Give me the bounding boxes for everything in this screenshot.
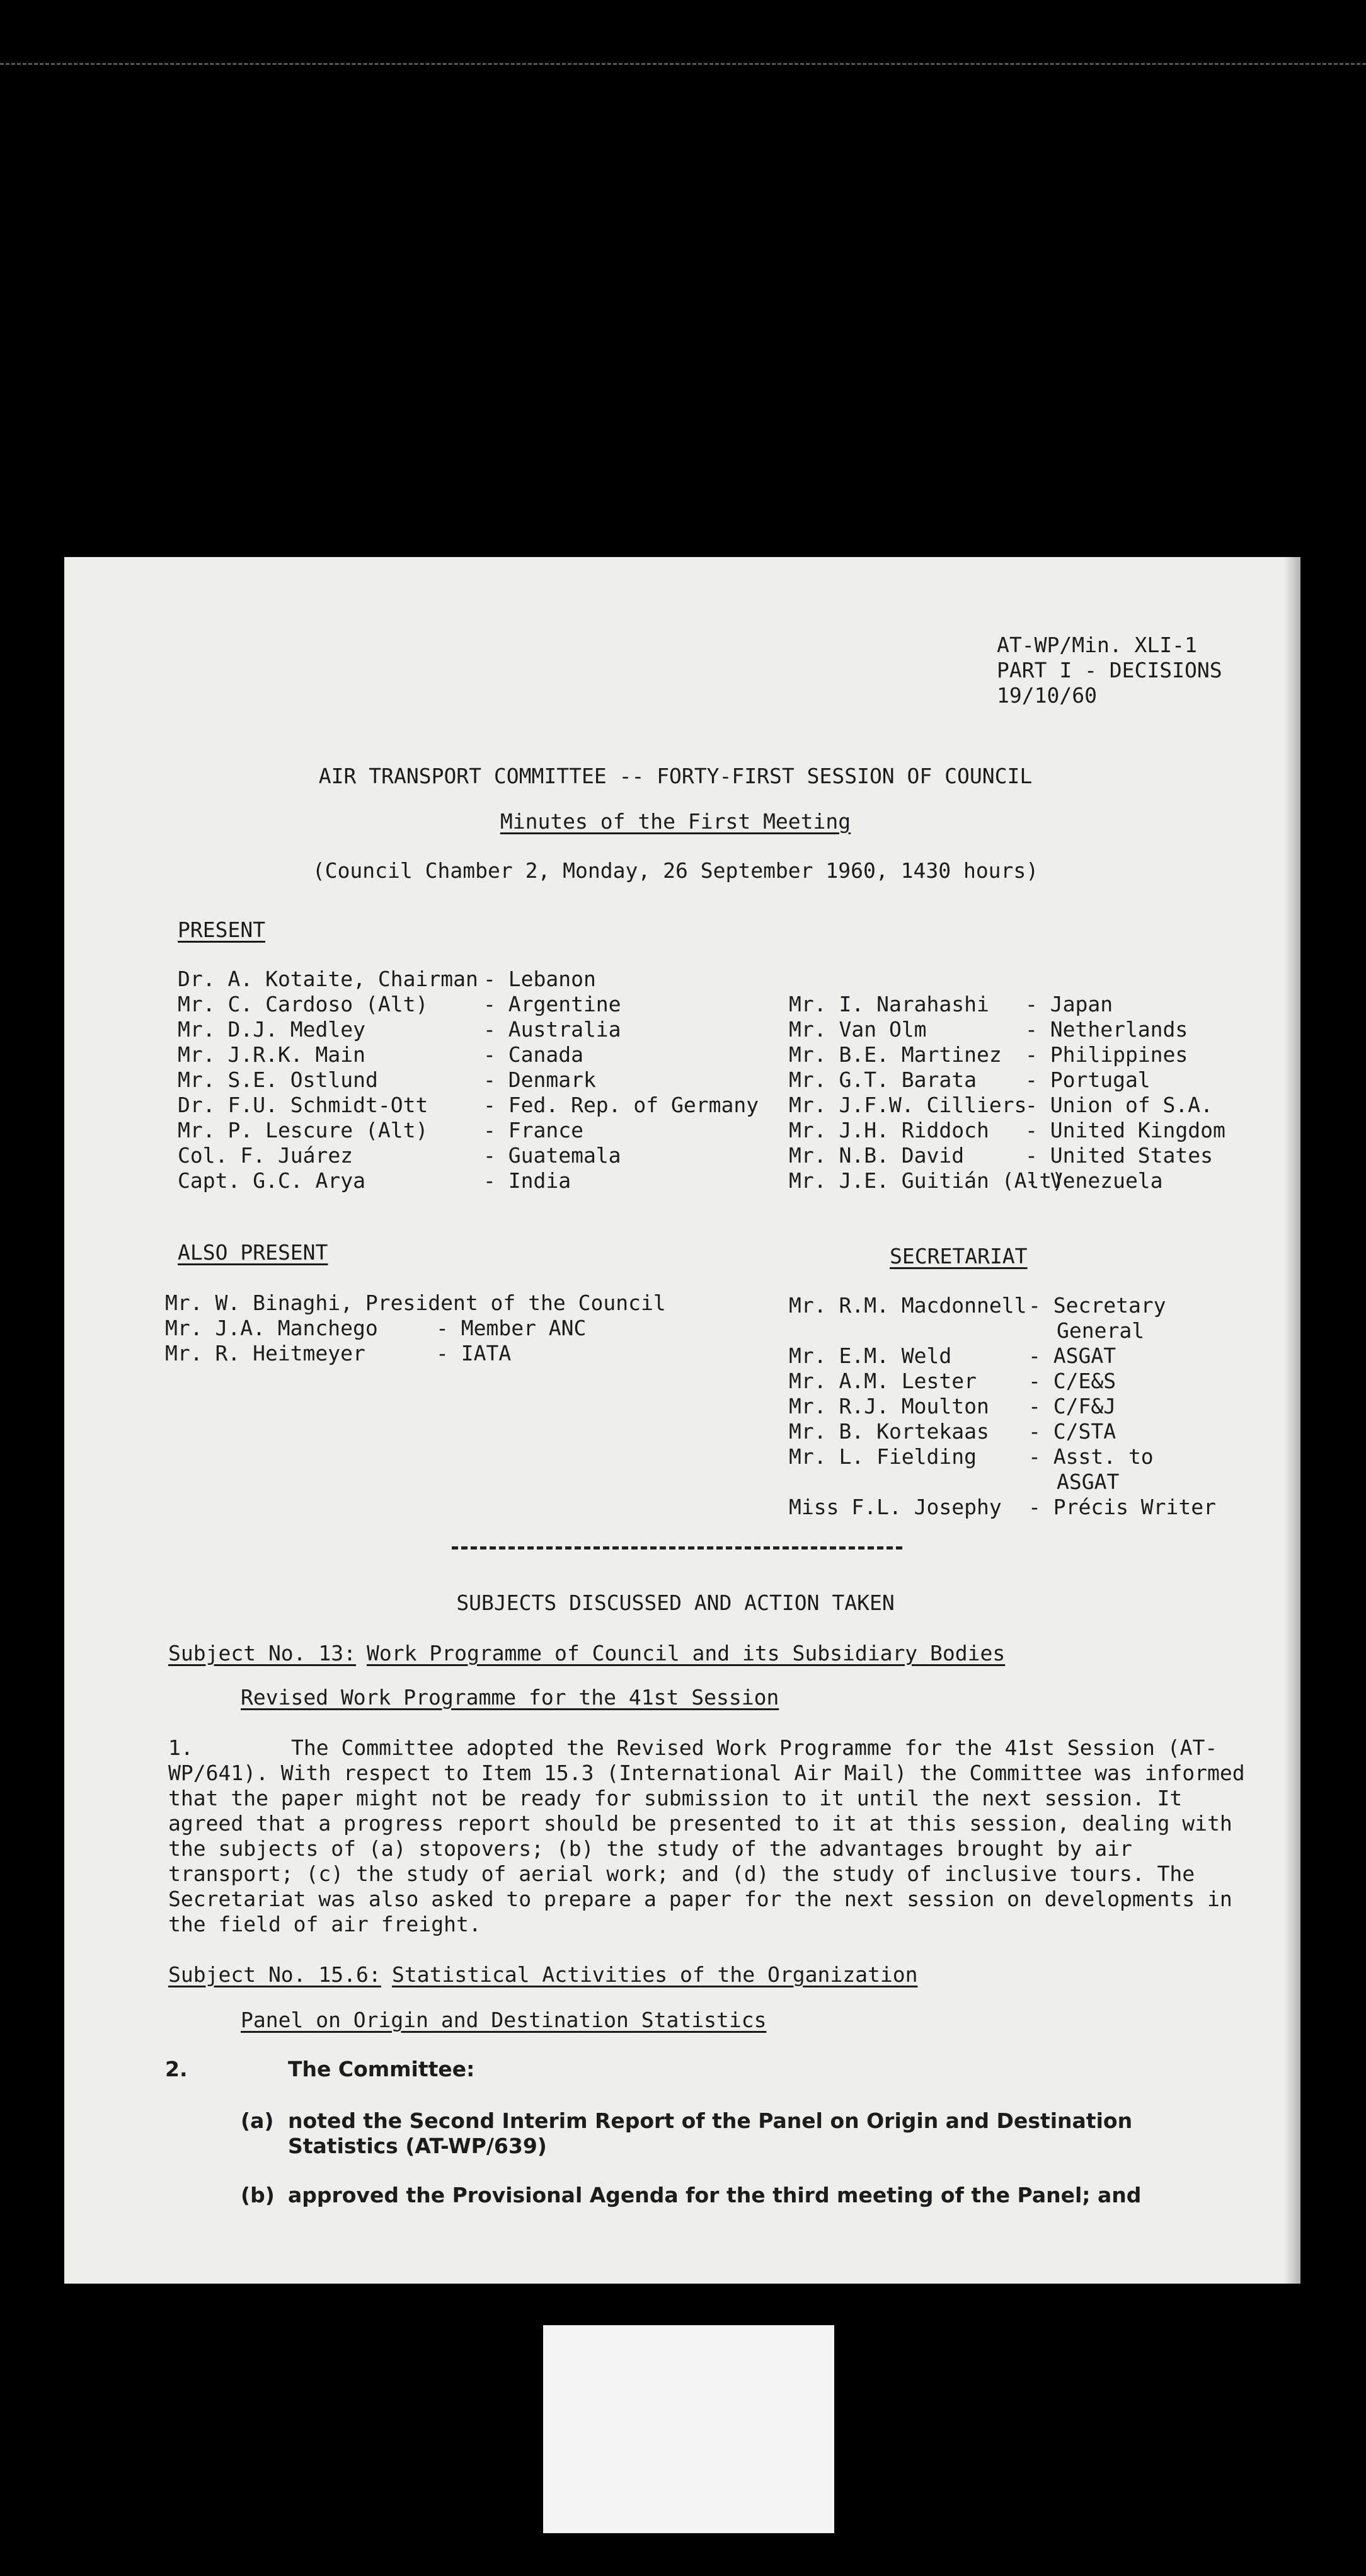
attendee-name: Mr. Van Olm [789, 1017, 927, 1042]
attendee-name: Mr. J.R.K. Main [178, 1042, 366, 1067]
subject-13-subheading: Revised Work Programme for the 41st Session [241, 1685, 779, 1710]
attendee-name: Mr. C. Cardoso (Alt) [178, 992, 428, 1016]
attendee-country: - Union of S.A. [1025, 1093, 1214, 1117]
attendee-country: - Lebanon [483, 967, 596, 991]
attendee-country: - Canada [483, 1042, 583, 1067]
paragraph-1-text: The Committee adopted the Revised Work Programme for the 41st Session (AT-WP/641). With respect to Item 15.3 (International Air Mail) the Committee was informed that the paper might not be ready for submission to it until the next session. It agreed that a progress report should be presented to it at this session, dealing with the subjects of (a) stopovers; (b) the study of the advantages brought by air transport; (c) the study of aerial work; and (d) the study of inclusive tours. The Secretariat was also asked to prepare a paper for the next session on developments in the field of air freight. [168, 1735, 1245, 1936]
attendee-name: Mr. R. Heitmeyer [165, 1341, 365, 1366]
secretariat-role: - C/STA [1028, 1419, 1116, 1444]
secretariat-name: Mr. E.M. Weld [789, 1343, 952, 1368]
subject-15-6-title: Statistical Activities of the Organization [392, 1962, 918, 1987]
secretariat-role: - C/E&S [1028, 1369, 1116, 1393]
secretariat-role-cont: ASGAT [1057, 1469, 1120, 1494]
subject-13-title: Work Programme of Council and its Subsidiary Bodies [367, 1641, 1006, 1665]
attendee-name: Mr. J.H. Riddoch [789, 1118, 989, 1142]
secretariat-label: SECRETARIAT [890, 1244, 1028, 1268]
attendee-name: Mr. G.T. Barata [789, 1067, 977, 1092]
item-a-text: noted the Second Interim Report of the Panel on Origin and Destination Statistics (AT-WP/639) [288, 2108, 1133, 2158]
attendee-country: - Portugal [1025, 1067, 1151, 1092]
top-divider-line [0, 63, 1366, 65]
blank-card [543, 2325, 834, 2533]
secretariat-role: - Asst. to [1028, 1444, 1154, 1469]
ref-line-2: PART I - DECISIONS [997, 658, 1222, 682]
subject-15-6-label: Subject No. 15.6: [168, 1962, 381, 1987]
attendee-name: Col. F. Juárez [178, 1143, 353, 1168]
attendee-country: - Philippines [1025, 1042, 1188, 1067]
attendee-role: - Member ANC [436, 1316, 587, 1340]
paragraph-2-lead: The Committee: [288, 2057, 475, 2081]
subject-13-label: Subject No. 13: [168, 1641, 357, 1665]
secretariat-role: - C/F&J [1028, 1394, 1116, 1418]
document-subtitle: Minutes of the First Meeting [500, 809, 851, 834]
secretariat-name: Mr. A.M. Lester [789, 1369, 977, 1393]
secretariat-role: - ASGAT [1028, 1343, 1116, 1368]
ref-line-3: 19/10/60 [997, 683, 1097, 708]
present-label: PRESENT [178, 917, 266, 942]
attendee-country: - Australia [483, 1017, 621, 1042]
meeting-place: (Council Chamber 2, Monday, 26 September 1960, 1430 hours) [312, 858, 1039, 883]
attendee-name: Mr. B.E. Martinez [789, 1042, 1002, 1067]
attendee-country: - Argentine [483, 992, 621, 1016]
attendee-country: - Netherlands [1025, 1017, 1188, 1042]
attendee-name: Mr. D.J. Medley [178, 1017, 366, 1042]
attendee-name: Dr. F.U. Schmidt-Ott [178, 1093, 428, 1117]
attendee-name: Capt. G.C. Arya [178, 1168, 366, 1193]
attendee-name: Mr. P. Lescure (Alt) [178, 1118, 428, 1142]
attendee-country: - Japan [1025, 992, 1113, 1016]
attendee-country: - India [483, 1168, 571, 1193]
attendee-name: Mr. N.B. David [789, 1143, 965, 1168]
ref-line-1: AT-WP/Min. XLI-1 [997, 633, 1197, 657]
item-b-text: approved the Provisional Agenda for the third meeting of the Panel; and [288, 2183, 1142, 2207]
paragraph-2-number: 2. [165, 2057, 188, 2081]
attendee-country: - Denmark [483, 1067, 596, 1092]
secretariat-name: Mr. B. Kortekaas [789, 1419, 989, 1444]
item-b-marker: (b) [241, 2183, 275, 2207]
subject-15-6-subheading: Panel on Origin and Destination Statistics [241, 2008, 767, 2032]
attendee-role: - IATA [436, 1341, 512, 1366]
secretariat-name: Mr. L. Fielding [789, 1444, 977, 1469]
attendee-country: - Venezuela [1025, 1168, 1163, 1193]
attendee-name: Mr. J.A. Manchego [165, 1316, 378, 1340]
subjects-heading: SUBJECTS DISCUSSED AND ACTION TAKEN [456, 1590, 895, 1615]
attendee-country: - Fed. Rep. of Germany [483, 1093, 759, 1117]
secretariat-name: Miss F.L. Josephy [789, 1495, 1002, 1519]
secretariat-role: - Précis Writer [1028, 1495, 1217, 1519]
also-present-label: ALSO PRESENT [178, 1240, 328, 1265]
attendee-name: Dr. A. Kotaite, Chairman [178, 967, 478, 991]
document-page [64, 557, 1300, 2284]
secretariat-role: - Secretary [1028, 1293, 1166, 1318]
attendee-name: Mr. I. Narahashi [789, 992, 989, 1016]
secretariat-name: Mr. R.J. Moulton [789, 1394, 989, 1418]
paragraph-1-number: 1. [168, 1735, 193, 1760]
attendee-name: Mr. J.E. Guitián (Alt) [789, 1168, 1065, 1193]
attendee-country: - United Kingdom [1025, 1118, 1225, 1142]
section-separator [452, 1546, 902, 1550]
document-title: AIR TRANSPORT COMMITTEE -- FORTY-FIRST SESSION OF COUNCIL [318, 764, 1033, 788]
president-line: Mr. W. Binaghi, President of the Council [165, 1291, 666, 1315]
secretariat-name: Mr. R.M. Macdonnell [789, 1293, 1027, 1318]
attendee-country: - France [483, 1118, 583, 1142]
item-a-marker: (a) [241, 2108, 274, 2133]
secretariat-role-cont: General [1057, 1318, 1145, 1343]
attendee-name: Mr. J.F.W. Cilliers [789, 1093, 1027, 1117]
attendee-name: Mr. S.E. Ostlund [178, 1067, 378, 1092]
attendee-country: - Guatemala [483, 1143, 621, 1168]
attendee-country: - United States [1025, 1143, 1214, 1168]
